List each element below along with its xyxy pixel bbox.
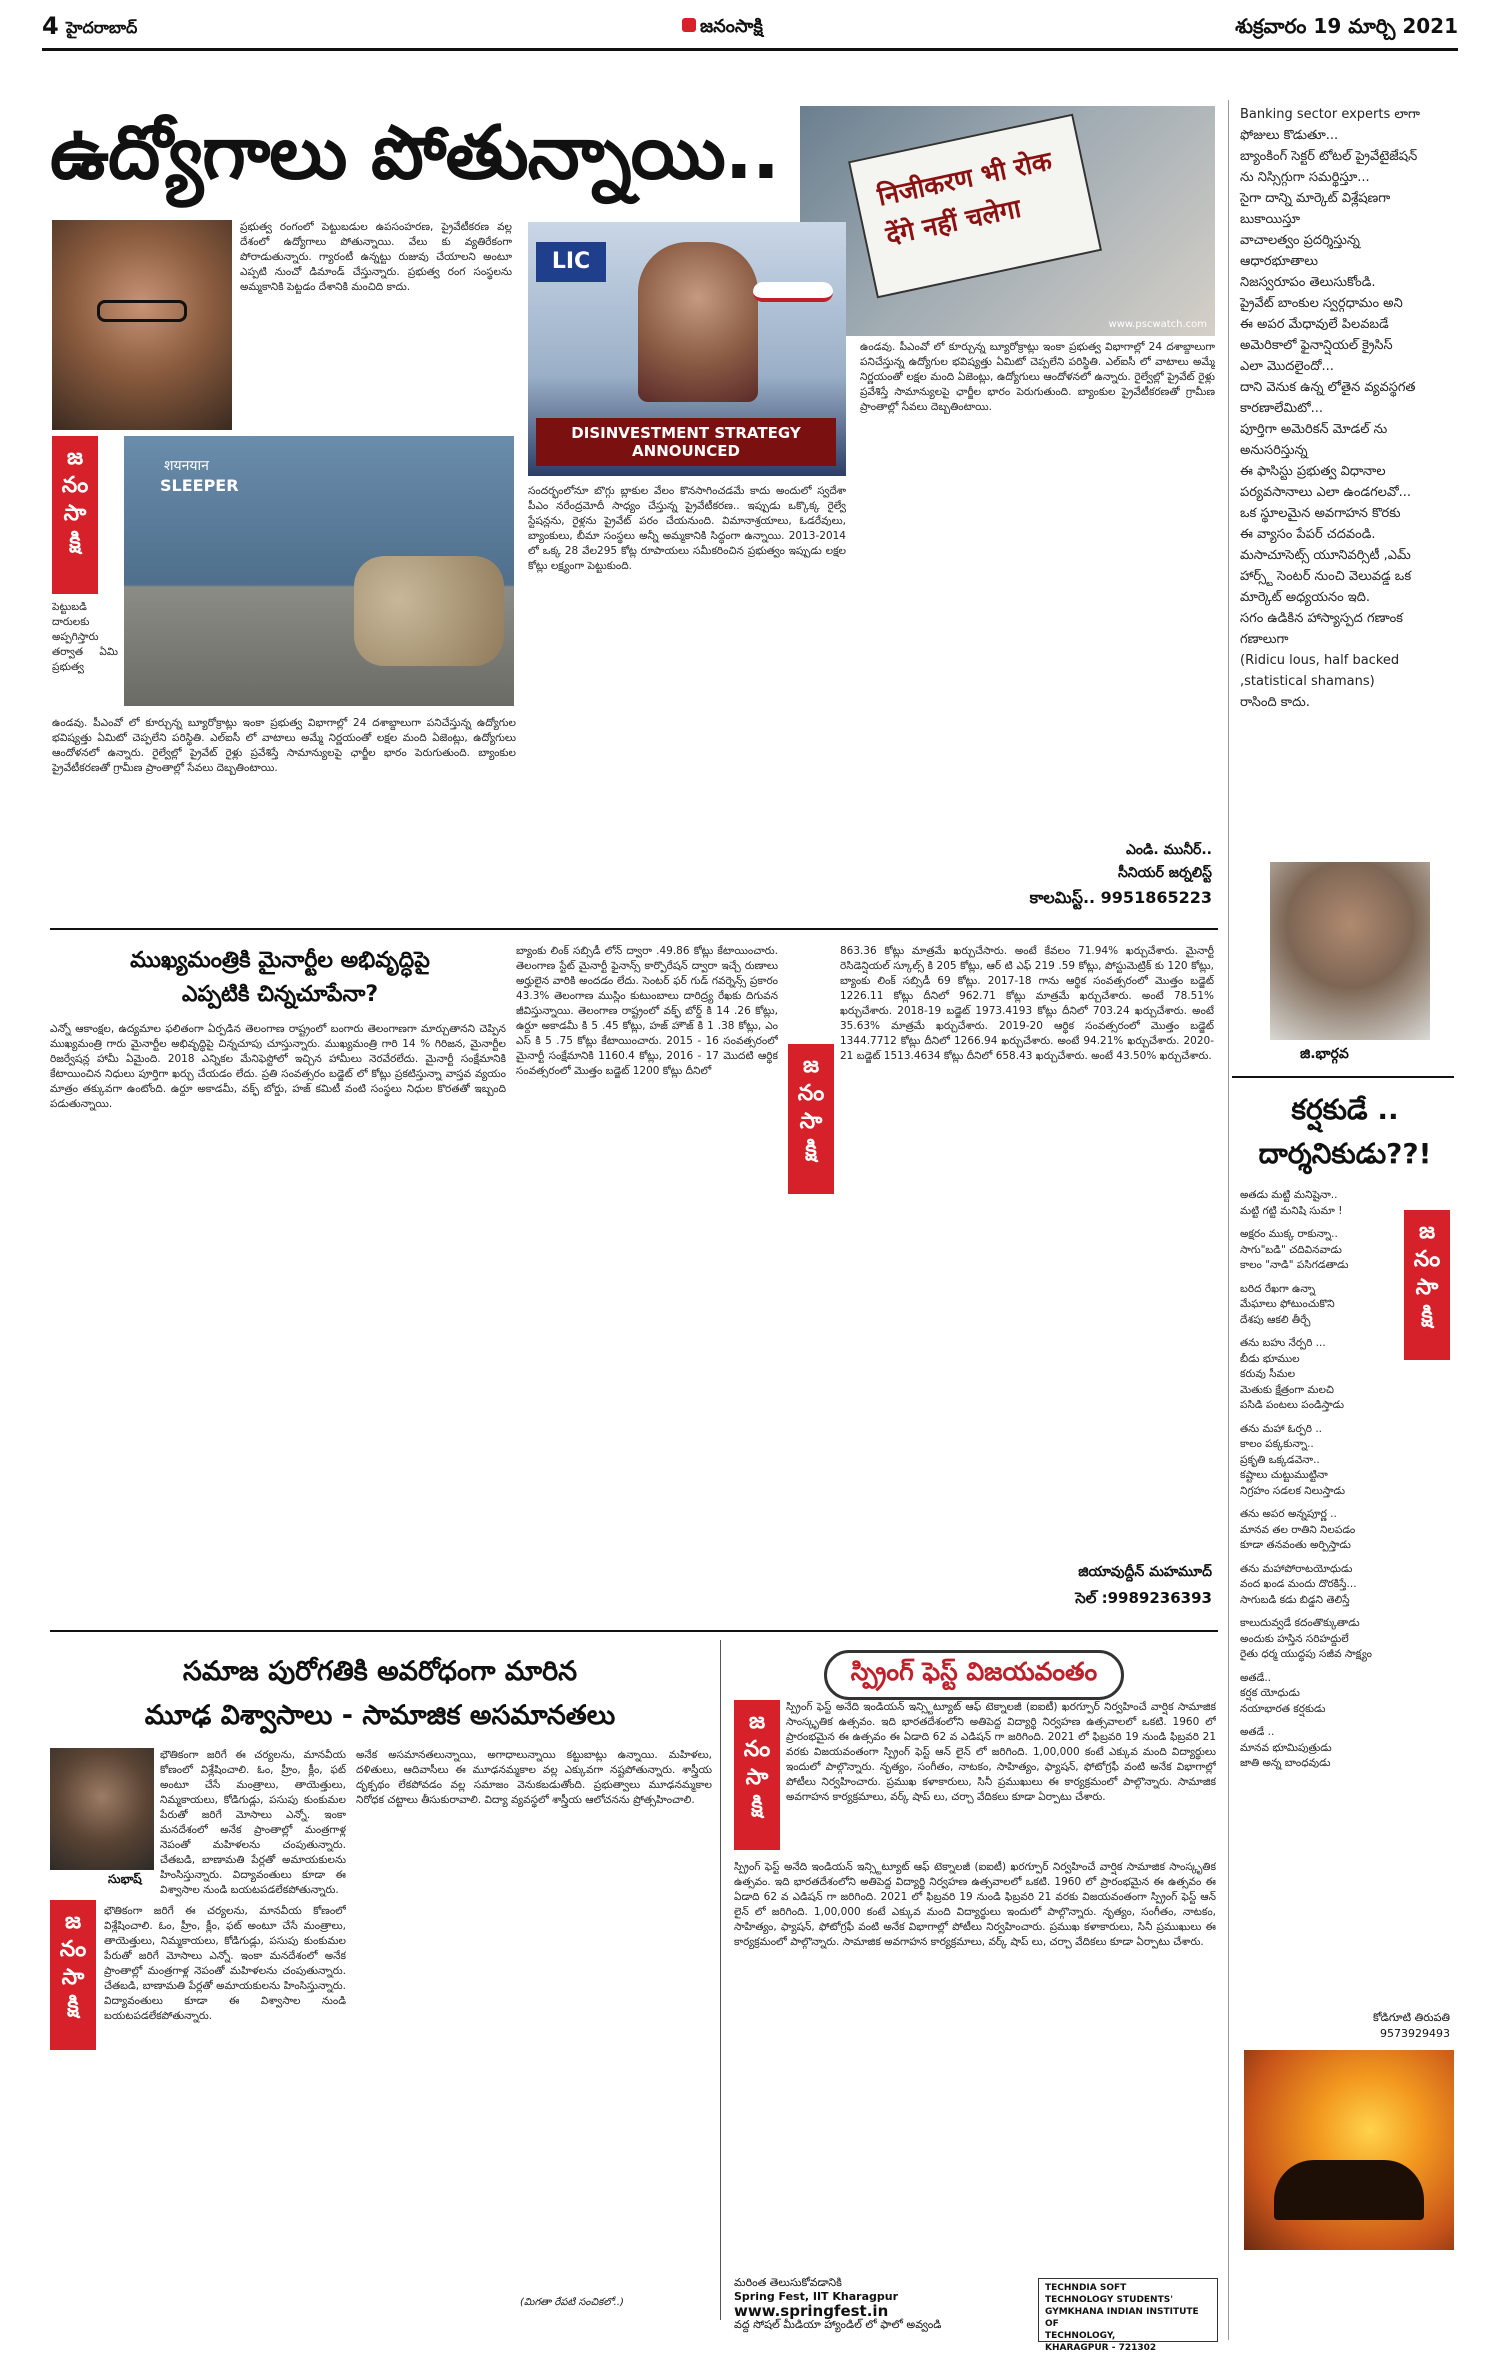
disinvestment-caption: DISINVESTMENT STRATEGY ANNOUNCED (536, 418, 836, 466)
signoff-role: సీనియర్ జర్నలిస్ట్ (1117, 865, 1212, 881)
poem-signoff (1300, 2010, 1450, 2042)
poem-line (1240, 1274, 1400, 1282)
poem-line: వంద ఖండ మందు దొరకిస్తే... (1240, 1578, 1357, 1590)
poem-line: ప్రకృతి ఒక్కడవెనా.. (1240, 1453, 1320, 1466)
sidebar-quote-line: ఒక స్థూలమైన అవగాహన కొరకు (1240, 506, 1401, 521)
superstition-continued: (మిగతా రేపటి సంచికలో..) (520, 2297, 624, 2308)
superstition-headline-line1: సమాజ పురోగతికి అవరోధంగా మారిన (182, 1656, 578, 1687)
sidebar-quote-line: దాని వెనుక ఉన్న లోతైన వ్యవస్థగత (1240, 380, 1416, 395)
org-line4: TECHNOLOGY, (1045, 2331, 1116, 2341)
header-rule (42, 48, 1458, 51)
brand-char: క్షి (751, 1793, 763, 1818)
poem-line: తను బహు నేర్పరి ... (1240, 1337, 1326, 1349)
sidebar-quote-line: ఫోజులు కొడుతూ... (1240, 128, 1339, 143)
column-divider (720, 1640, 721, 2320)
poem-line: దేశపు ఆకలి తీర్చే (1240, 1313, 1311, 1326)
minister-portrait (638, 242, 758, 402)
brand-char: సా (61, 1965, 85, 1990)
sidebar-quote-line: ,statistical shamans) (1240, 674, 1375, 689)
org-line3: GYMKHANA INDIAN INSTITUTE OF (1045, 2307, 1199, 2329)
poem-line: మెతుకు క్షేత్రంగా మలచి (1240, 1383, 1334, 1396)
poem-line: అందుకు హస్తిన సరిహద్దులే (1240, 1632, 1349, 1645)
sidebar-quote-line: ఈ అపర మేధావులే పిలవబడే (1240, 317, 1389, 332)
main-col-mid: సందర్భంలోనూ బొగ్గు బ్లాకుల వేలం కొనసాగించడమే కాదు అందులో స్వదేశా పీఎం నరేంద్రమోదీ సాధ్యం చేస్తున్న ప్రైవేటీకరణ.. ఇప్పుడు ఒక్కొక్క రైల్వే స్టేషన్లను, రైళ్లను ప్రైవేట్ పరం చేయనుంది. విమానాశ్రయాలు, ఓడరేవులు, బ్యాంకులు, బీమా సంస్థలు అన్నీ అమ్మకానికి సిద్ధంగా ఉన్నాయి. 2013-2014 లో ఒక్క 28 వేల295 కోట్ల రూపాయలు సమీకరించిన ప్రభుత్వం ఇప్పుడు లక్షల కోట్లు లక్ష్యంగా పెట్టుకుంది. (528, 485, 846, 572)
poem-line (1240, 1499, 1400, 1507)
poem-line: కాలుదువ్వడే కదంతొక్కుతాడు (1240, 1617, 1360, 1629)
disinvestment-photo (528, 222, 846, 476)
poem-body (1240, 1188, 1400, 1772)
poem-line: పసిడి పంటలు పండిస్తాడు (1240, 1399, 1345, 1411)
brand-char: జ (802, 1053, 820, 1078)
cm-signoff (900, 1564, 1212, 1611)
farmer-sunset-image (1244, 2050, 1454, 2250)
poem-line: జాతి అన్న బాంధవుడు (1240, 1757, 1331, 1769)
section-rule-1 (50, 928, 1218, 930)
brand-box-springfest (734, 1700, 780, 1850)
author-name-bhargava: జి.భార్గవ (1300, 1046, 1349, 1062)
org-line2: TECHNOLOGY STUDENTS' (1045, 2295, 1173, 2305)
springfest-headline (730, 1650, 1218, 1700)
protest-sign: निजीकरण भी रोक देंगे नहीं चलेगा (848, 114, 1102, 299)
brand-char: నం (59, 1937, 87, 1962)
poem-line: నిగ్రహం సడలక నిలుస్తాడు (1240, 1484, 1345, 1497)
springfest-body: స్ప్రింగ్ ఫెస్ట్ అనేది ఇండియన్ ఇన్స్టిట్యూట్ ఆఫ్ టెక్నాలజీ (ఐఐటీ) ఖరగ్పూర్ నిర్వహించే వార్షిక సామాజిక సాంస్కృతిక ఉత్సవం. ఇది భారతదేశంలోని అతిపెద్ద విద్యార్థి నిర్వహణ ఉత్సవాలలో ఒకటి. 1960 లో ప్రారంభమైన ఈ ఉత్సవం ఈ ఏడాది 62 వ ఎడిషన్ గా జరిగింది. 2021 లో ఫిబ్రవరి 19 నుండి ఫిబ్రవరి 21 వరకు విజయవంతంగా స్ప్రింగ్ ఫెస్ట్ ఆన్ లైన్ లో జరిగింది. 1,00,000 కంటే ఎక్కువ మంది విద్యార్థులు ఇందులో పాల్గొన్నారు. నృత్యం, సంగీతం, నాటకం, సాహిత్యం, ఫ్యాషన్, ఫోటోగ్రఫీ వంటి అనేక విభాగాల్లో పోటీలు నిర్వహించారు. ప్రముఖ కళాకారులు, సినీ ప్రముఖులు ఈ కార్యక్రమంలో పాల్గొన్నారు. సామాజిక అవగాహన కార్యక్రమాలు, వర్క్ షాప్ లు, చర్చా వేదికలు కూడా ఏర్పాటు చేశారు. (786, 1701, 1216, 1803)
sidebar-quote-line: మసాచూసెట్స్ యూనివర్సిటీ ,ఎమ్ (1240, 548, 1411, 563)
sidebar-quote-line: అనుసరిస్తున్న (1240, 443, 1308, 458)
sidebar-quote-line: బ్యాంకింగ్ సెక్టర్ టోటల్ ప్రైవేటైజేషన్ (1240, 149, 1418, 164)
brand-char: సా (799, 1109, 823, 1134)
sidebar-quote-line: అమెరికాలో ఫైనాన్షియల్ క్రైసిస్ (1240, 338, 1393, 353)
brand-char: క్షి (805, 1137, 817, 1162)
superstition-col2: అనేక అసమానతలున్నాయి, అగాధాలున్నాయి కట్టుబాట్లు ఉన్నాయి. మహిళలు, దళితులు, ఆదివాసీలు ఈ మూఢనమ్మకాల వల్ల ఎక్కువగా నష్టపోతున్నారు. శాస్త్రీయ దృక్పథం లేకపోవడం వల్ల సమాజం వెనుకబడుతోంది. ప్రభుత్వాలు మూఢనమ్మకాల నిరోధక చట్టాలు తీసుకురావాలి. విద్యా వ్యవస్థలో శాస్త్రీయ ఆలోచనను ప్రోత్సహించాలి. (356, 1749, 712, 1806)
sidebar-quote-line: పర్యవసానాలు ఎలా ఉండగలవో... (1240, 485, 1412, 500)
brand-char: నం (61, 473, 89, 498)
sidebar-quote-line: వాచాలత్వం ప్రదర్శిస్తున్న (1240, 233, 1360, 248)
main-col-lower-left: ఉండవు. పీఎంవో లో కూర్చున్న బ్యూరోక్రాట్లు ఇంకా ప్రభుత్వ విభాగాల్లో 24 దశాబ్దాలుగా పనిచేస్తున్న ఉద్యోగుల భవిష్యత్తు ఏమిటో చెప్పలేని పరిస్థితి. ఎల్ఐసీ లో వాటాలు అమ్మే నిర్ణయంతో లక్షల మంది ఏజెంట్లు, ఉద్యోగులు ఆందోళనలో ఉన్నారు. రైల్వేల్లో ప్రైవేట్ రైళ్లు ప్రవేశిస్తే సామాన్యులపై ఛార్జీల భారం పెరుగుతుంది. బ్యాంకుల ప్రైవేటీకరణతో గ్రామీణ ప్రాంతాల్లో సేవలు దెబ్బతింటాయి. (52, 717, 516, 774)
brand-char: నం (1413, 1247, 1441, 1272)
section-rule-2 (50, 1630, 1218, 1632)
poem-line (1240, 1608, 1400, 1616)
poem-line: తను అపర అన్నపూర్ణ .. (1240, 1508, 1337, 1520)
org-line5: KHARAGPUR - 721302 (1045, 2343, 1157, 2353)
protest-watermark: www.pscwatch.com (1108, 319, 1207, 330)
poem-line (1240, 1663, 1400, 1671)
poem-contact: 9573929493 (1380, 2027, 1450, 2040)
cm-headline-line2: ఎప్పటికి చిన్నచూపేనా? (181, 982, 379, 1007)
sidebar-quote-line: Banking sector experts లాగా (1240, 107, 1420, 122)
sidebar-rule (1232, 1076, 1454, 1078)
poem-line: అక్షరం ముక్క రాకున్నా.. (1240, 1228, 1338, 1240)
poem-title-line1: కర్షకుడే .. (1291, 1093, 1399, 1126)
footer-url[interactable]: www.springfest.in (734, 2302, 889, 2320)
poem-title (1240, 1088, 1450, 1176)
brand-char: సా (1415, 1275, 1439, 1300)
poem-line (1240, 1328, 1400, 1336)
poem-line: అతడు మట్టి మనిషైనా.. (1240, 1189, 1338, 1201)
poem-line (1240, 1554, 1400, 1562)
cm-headline-line1: ముఖ్యమంత్రికి మైనార్టీల అభివృద్ధిపై (130, 948, 430, 973)
sidebar-quote-line: నిజస్వరూపం తెలుసుకోండి. (1240, 275, 1376, 290)
poem-line: కర్షక యోధుడు (1240, 1687, 1300, 1699)
poem-line: అతడే .. (1240, 1726, 1275, 1738)
glasses-icon (97, 300, 187, 322)
poem-line (1240, 1219, 1400, 1227)
brand-char: జ (1418, 1219, 1436, 1244)
city-label: హైదరాబాద్ (66, 18, 138, 37)
farmer-silhouette-icon (1274, 2160, 1424, 2220)
luggage-sacks (354, 556, 504, 666)
poem-line (1240, 1414, 1400, 1422)
sidebar-quote-line: ను నిస్సిగ్గుగా సమర్థిస్తూ... (1240, 170, 1370, 185)
poem-line: తను మహా ఓర్పరి .. (1240, 1422, 1322, 1435)
author-photo-subhash (50, 1748, 154, 1870)
poem-line: కాలం పక్కకున్నా.. (1240, 1438, 1314, 1450)
brand-char: నం (797, 1081, 825, 1106)
sleeper-label: SLEEPER (160, 476, 239, 495)
sidebar-quote-line: ఎలా మొదలైందో... (1240, 359, 1334, 374)
footer-more: మరింత తెలుసుకోవడానికి (734, 2276, 842, 2289)
poem-line: కరువు సీమల (1240, 1368, 1296, 1380)
page-header (42, 12, 1458, 48)
poem-author: కోడిగూటి తిరుపతి (1372, 2011, 1450, 2024)
brand-char: సా (63, 501, 87, 526)
signoff-name: ఎండి. మునీర్.. (1125, 842, 1212, 858)
brand-char: నం (743, 1737, 771, 1762)
sidebar-quote-line: ఈ ఫాసిస్టు ప్రభుత్వ విధానాల (1240, 464, 1386, 479)
brand-box-poem (1404, 1210, 1450, 1360)
masthead (682, 16, 763, 41)
sidebar-quote-line: గణాలుగా (1240, 632, 1289, 647)
poem-line: మానవ భూమిపుత్రుడు (1240, 1741, 1332, 1754)
author-photo-bhargava (1270, 862, 1430, 1040)
sidebar-quote-line: (Ridicu lous, half backed (1240, 653, 1400, 668)
masthead-text: జనంసాక్షి (700, 16, 763, 37)
poem-line (1240, 1717, 1400, 1725)
poem-title-line2: దార్శనికుడు??! (1258, 1137, 1432, 1170)
springfest-footer (734, 2276, 1034, 2332)
springfest-headline-pill: స్ప్రింగ్ ఫెస్ట్ విజయవంతం (824, 1650, 1124, 1700)
author-name-subhash: సుభాష్ (108, 1872, 142, 1886)
brand-char: జ (66, 445, 84, 470)
sleeper-label-hi: शयनयान (164, 458, 209, 474)
cm-signoff-name: జియావుద్దీన్ మహమూద్ (1078, 1564, 1212, 1580)
sidebar-quote-line: బుకాయిస్తూ (1240, 212, 1301, 227)
brand-char: జ (64, 1909, 82, 1934)
brand-char: క్షి (67, 1993, 79, 2018)
poem-line: అతడే.. (1240, 1671, 1272, 1684)
narrow-text: పెట్టుబడి దారులకు అప్పగిస్తారు తర్వాత ఏమి ప్రభుత్వ (52, 601, 118, 673)
issue-date: శుక్రవారం 19 మార్చి 2021 (1235, 14, 1458, 38)
brand-char: క్షి (1421, 1303, 1433, 1328)
poem-line: సాగు"బడి" చదివినవాడు (1240, 1243, 1342, 1256)
sidebar-quote-line: ప్రైవేట్ బాంకుల స్వర్గధామం అని (1240, 296, 1403, 311)
poem-line: మేఘాలు ఫోటుంచుకొని (1240, 1298, 1335, 1310)
footer-follow: వద్ద సోషల్ మీడియా హ్యాండిల్ లో ఫాలో అవ్వండి (734, 2318, 942, 2331)
springfest-body-lower: స్ప్రింగ్ ఫెస్ట్ అనేది ఇండియన్ ఇన్స్టిట్యూట్ ఆఫ్ టెక్నాలజీ (ఐఐటీ) ఖరగ్పూర్ నిర్వహించే వార్షిక సామాజిక సాంస్కృతిక ఉత్సవం. ఇది భారతదేశంలోని అతిపెద్ద విద్యార్థి నిర్వహణ ఉత్సవాలలో ఒకటి. 1960 లో ప్రారంభమైన ఈ ఉత్సవం ఈ ఏడాది 62 వ ఎడిషన్ గా జరిగింది. 2021 లో ఫిబ్రవరి 19 నుండి ఫిబ్రవరి 21 వరకు విజయవంతంగా స్ప్రింగ్ ఫెస్ట్ ఆన్ లైన్ లో జరిగింది. 1,00,000 కంటే ఎక్కువ మంది విద్యార్థులు ఇందులో పాల్గొన్నారు. నృత్యం, సంగీతం, నాటకం, సాహిత్యం, ఫ్యాషన్, ఫోటోగ్రఫీ వంటి అనేక విభాగాల్లో పోటీలు నిర్వహించారు. ప్రముఖ కళాకారులు, సినీ ప్రముఖులు ఈ కార్యక్రమంలో పాల్గొన్నారు. సామాజిక అవగాహన కార్యక్రమాలు, వర్క్ షాప్ లు, చర్చా వేదికలు కూడా ఏర్పాటు చేశారు. (734, 1861, 1216, 1948)
poem-line: బరిద రేఖగా ఉన్నా (1240, 1282, 1316, 1295)
brand-char: జ (748, 1709, 766, 1734)
org-line1: TECHNDIA SOFT (1045, 2283, 1127, 2293)
poem-line: కూడా తనవంతు అర్పిస్తాడు (1240, 1539, 1351, 1551)
cm-signoff-contact: సెల్ :9989236393 (1075, 1589, 1212, 1607)
poem-line: సాగుబడి కడు బిడ్డని తెలిస్తే (1240, 1593, 1350, 1606)
sidebar-quote-line: ఆధారభూతాలు (1240, 254, 1318, 269)
main-signoff (900, 842, 1212, 911)
main-col-right: ఉండవు. పీఎంవో లో కూర్చున్న బ్యూరోక్రాట్లు ఇంకా ప్రభుత్వ విభాగాల్లో 24 దశాబ్దాలుగా పనిచేస్తున్న ఉద్యోగుల భవిష్యత్తు ఏమిటో చెప్పలేని పరిస్థితి. ఎల్ఐసీ లో వాటాలు అమ్మే నిర్ణయంతో లక్షల మంది ఏజెంట్లు, ఉద్యోగులు ఆందోళనలో ఉన్నారు. రైల్వేల్లో ప్రైవేట్ రైళ్లు ప్రవేశిస్తే సామాన్యులపై ఛార్జీల భారం పెరుగుతుంది. బ్యాంకుల ప్రైవేటీకరణతో గ్రామీణ ప్రాంతాల్లో సేవలు దెబ్బతింటాయి. (860, 341, 1215, 413)
lead-text: ప్రభుత్వ రంగంలో పెట్టుబడుల ఉపసంహరణ, ప్రైవేటీకరణ వల్ల దేశంలో ఉద్యోగాలు పోతున్నాయి. వేలు కు వ్యతిరేకంగా పోరాడుతున్నారు. గ్యారంటీ ఉన్నట్టు రుజువు చేయాలని అంటూ ఎప్పటి నుంచో డిమాండ్ చేస్తున్నారు. ప్రభుత్వ రంగ సంస్థలను అమ్మకానికి పెట్టడం దేశానికి మంచిది కాదు. (240, 221, 512, 293)
sidebar-quote-line: హార్స్ట్ సెంటర్ నుంచి వెలువడ్డ ఒక (1240, 569, 1412, 584)
poem-line: మట్టి గట్టి మనిషి సుమా ! (1240, 1204, 1343, 1217)
springfest-org-box (1038, 2278, 1218, 2353)
airplane-icon (753, 282, 833, 302)
poem-line: కష్టాలు చుట్టుముట్టినా (1240, 1469, 1328, 1481)
poem-line: మానవ తల రాతిని నిలపడం (1240, 1523, 1356, 1536)
sidebar-quote-line: సైగా దాన్ని మార్కెట్ విశ్లేషణగా (1240, 191, 1391, 206)
sidebar-quote-line: రాసింది కాదు. (1240, 695, 1310, 710)
brand-box-superstition (50, 1900, 96, 2050)
poem-line: బీడు భూముల (1240, 1352, 1300, 1365)
poem-line: రైతు ధర్మ యుద్ధపు సజీవ సాక్ష్యం (1240, 1648, 1372, 1660)
cm-headline (60, 944, 500, 1012)
columnist-photo (52, 220, 232, 430)
cm-col2: బ్యాంకు లింక్ సబ్సిడీ లోన్ ద్వారా .49.86 కోట్లు కేటాయించారు. తెలంగాణ స్టేట్ మైనార్టీ ఫైనాన్స్ కార్పొరేషన్ ద్వారా ఇచ్చే రుణాలు అర్హులైన వారికి అందడం లేదు. సెంటర్ ఫర్ గుడ్ గవర్నెన్స్ ప్రకారం 43.3% తెలంగాణ ముస్లిం కుటుంబాలు దారిద్ర్య రేఖకు దిగువన జీవిస్తున్నాయి. తెలంగాణ రాష్ట్రంలో వక్ఫ్ బోర్డ్ కి 14 .26 కోట్లు, ఉర్దూ అకాడమీ కి 5 .45 కోట్లు, హజ్ హౌజ్ కి 1 .38 కోట్లు, ఎం ఎస్ కి 5 .75 కోట్లు కేటాయించారు. 2015 - 16 సంవత్సరంలో మైనార్టీ సంక్షేమానికి 1160.4 కోట్లు, 2016 - 17 మొదటి ఆర్థిక సంవత్సరంలో మొత్తం బడ్జెట్ 1200 కోట్లు దీనిలో (516, 945, 778, 1077)
protest-photo (800, 106, 1215, 336)
superstition-col1-lower: భౌతికంగా జరిగే ఈ చర్యలను, మానవీయ కోణంలో విశ్లేషించాలి. ఓం, హ్రీం, క్లీం, ఫట్ అంటూ చేసే మంత్రాలు, తాయెత్తులు, నిమ్మకాయలు, కోడిగుడ్లు, పసుపు కుంకుమల పేరుతో జరిగే మోసాలు ఎన్నో. ఇంకా మనదేశంలో అనేక ప్రాంతాల్లో మంత్రగాళ్ల నెపంతో మహిళలను చంపుతున్నారు. చేతబడి, బాణామతి పేర్లతో అమాయకులను హింసిస్తున్నారు. విద్యావంతులు కూడా ఈ విశ్వాసాల నుండి బయటపడలేకపోతున్నారు. (104, 1905, 346, 2022)
sidebar-quote-line: ఈ వ్యాసం పేపర్ చదవండి. (1240, 527, 1376, 542)
cm-col1: ఎన్నో ఆకాంక్షల, ఉద్యమాల ఫలితంగా ఏర్పడిన తెలంగాణ రాష్ట్రంలో బంగారు తెలంగాణగా మార్చుతానని చెప్పిన ముఖ్యమంత్రి గారు మైనార్టీల అభివృద్ధిపై చిన్నచూపు చూస్తున్నారు. ముఖ్యమంత్రి గారి 14 % గిరిజన, మైనార్టీల రిజర్వేషన్ల హామీ ఏమైంది. 2018 ఎన్నికల మేనిఫెస్టోలో ఇచ్చిన హామీలు నెరవేరలేదు. మైనార్టీ సంక్షేమానికి కేటాయించిన నిధులు పూర్తిగా ఖర్చు చేయడం లేదు. ప్రతి సంవత్సరం బడ్జెట్ లో కోట్లు ప్రకటిస్తున్నా వాస్తవ వ్యయం మాత్రం తక్కువగా ఉంటోంది. ఉర్దూ అకాడమీ, వక్ఫ్ బోర్డు, హజ్ కమిటీ వంటి సంస్థలు నిధుల కొరతతో ఇబ్బంది పడుతున్నాయి. (50, 1023, 506, 1110)
poem-line: నయాభారత కర్షకుడు (1240, 1702, 1326, 1715)
poem-line: తను మహాపోరాటయోధుడు (1240, 1562, 1353, 1575)
train-photo (124, 436, 514, 706)
signoff-contact: కాలమిస్ట్.. 9951865223 (1029, 888, 1212, 907)
brand-char: క్షి (69, 529, 81, 554)
main-headline: ఉద్యోగాలు పోతున్నాయి.. (50, 110, 779, 196)
footer-fest: Spring Fest, IIT Kharagpur (734, 2290, 899, 2303)
cm-col3: 863.36 కోట్లు మాత్రమే ఖర్చుచేసారు. అంటే కేవలం 71.94% ఖర్చుచేశారు. మైనార్టీ రెసిడెన్షియల్ స్కూల్స్ కి 205 కోట్లు, ఆర్ టి ఎఫ్ 219 .59 కోట్లు, పోస్టుమెట్రిక్ కు 120 కోట్లు, బ్యాంకు లింక్ సబ్సిడీ 69 కోట్లు. 2017-18 గాను ఆర్థిక సంవత్సరంలో మొత్తం బడ్జెట్ 1226.11 కోట్లు దీనిలో 962.71 కోట్లు మాత్రమే ఖర్చుచేశారు. అంటే 78.51% ఖర్చుచేశారు. 2018-19 బడ్జెట్ 1973.4193 కోట్లు దీనిలో 703.24 ఖర్చుచేశారు. అంటే 35.63% మాత్రమే ఖర్చుచేశారు. 2019-20 ఆర్థిక సంవత్సరంలో మొత్తం బడ్జెట్ 1344.7712 కోట్లు దీనిలో 1266.94 ఖర్చుచేశారు. అంటే 94.21% ఖర్చుచేశారు. 2020-21 బడ్జెట్ 1513.4634 కోట్లు దీనిలో 658.43 ఖర్చుచేశారు. అంటే 43.50% ఖర్చుచేశారు. (840, 945, 1214, 1062)
poem-line: కాలం "నాడి" పసిగడతాడు (1240, 1259, 1349, 1271)
sidebar-quote-line: పూర్తిగా అమెరికన్ మోడల్ ను (1240, 422, 1388, 437)
sidebar-quote (1240, 104, 1446, 713)
sidebar-quote-line: సగం ఉడికిన హాస్యాస్పద గణాంక (1240, 611, 1403, 626)
brand-char: సా (745, 1765, 769, 1790)
brand-box-main (52, 436, 98, 594)
brand-box-cm (788, 1044, 834, 1194)
sidebar-quote-line: మార్కెట్ అధ్యయనం ఇది. (1240, 590, 1371, 605)
sidebar-quote-line: కారణాలేమిటో... (1240, 401, 1323, 416)
lic-sign: LIC (536, 242, 606, 282)
superstition-col1: భౌతికంగా జరిగే ఈ చర్యలను, మానవీయ కోణంలో విశ్లేషించాలి. ఓం, హ్రీం, క్లీం, ఫట్ అంటూ చేసే మంత్రాలు, తాయెత్తులు, నిమ్మకాయలు, కోడిగుడ్లు, పసుపు కుంకుమల పేరుతో జరిగే మోసాలు ఎన్నో. ఇంకా మనదేశంలో అనేక ప్రాంతాల్లో మంత్రగాళ్ల నెపంతో మహిళలను చంపుతున్నారు. చేతబడి, బాణామతి పేర్లతో అమాయకులను హింసిస్తున్నారు. విద్యావంతులు కూడా ఈ విశ్వాసాల నుండి బయటపడలేకపోతున్నారు. (160, 1749, 346, 1896)
superstition-headline (50, 1650, 710, 1738)
page-number: 4 (42, 12, 59, 40)
masthead-logo-icon (682, 18, 696, 32)
superstition-headline-line2: మూఢ విశ్వాసాలు - సామాజిక అసమానతలు (144, 1700, 616, 1731)
